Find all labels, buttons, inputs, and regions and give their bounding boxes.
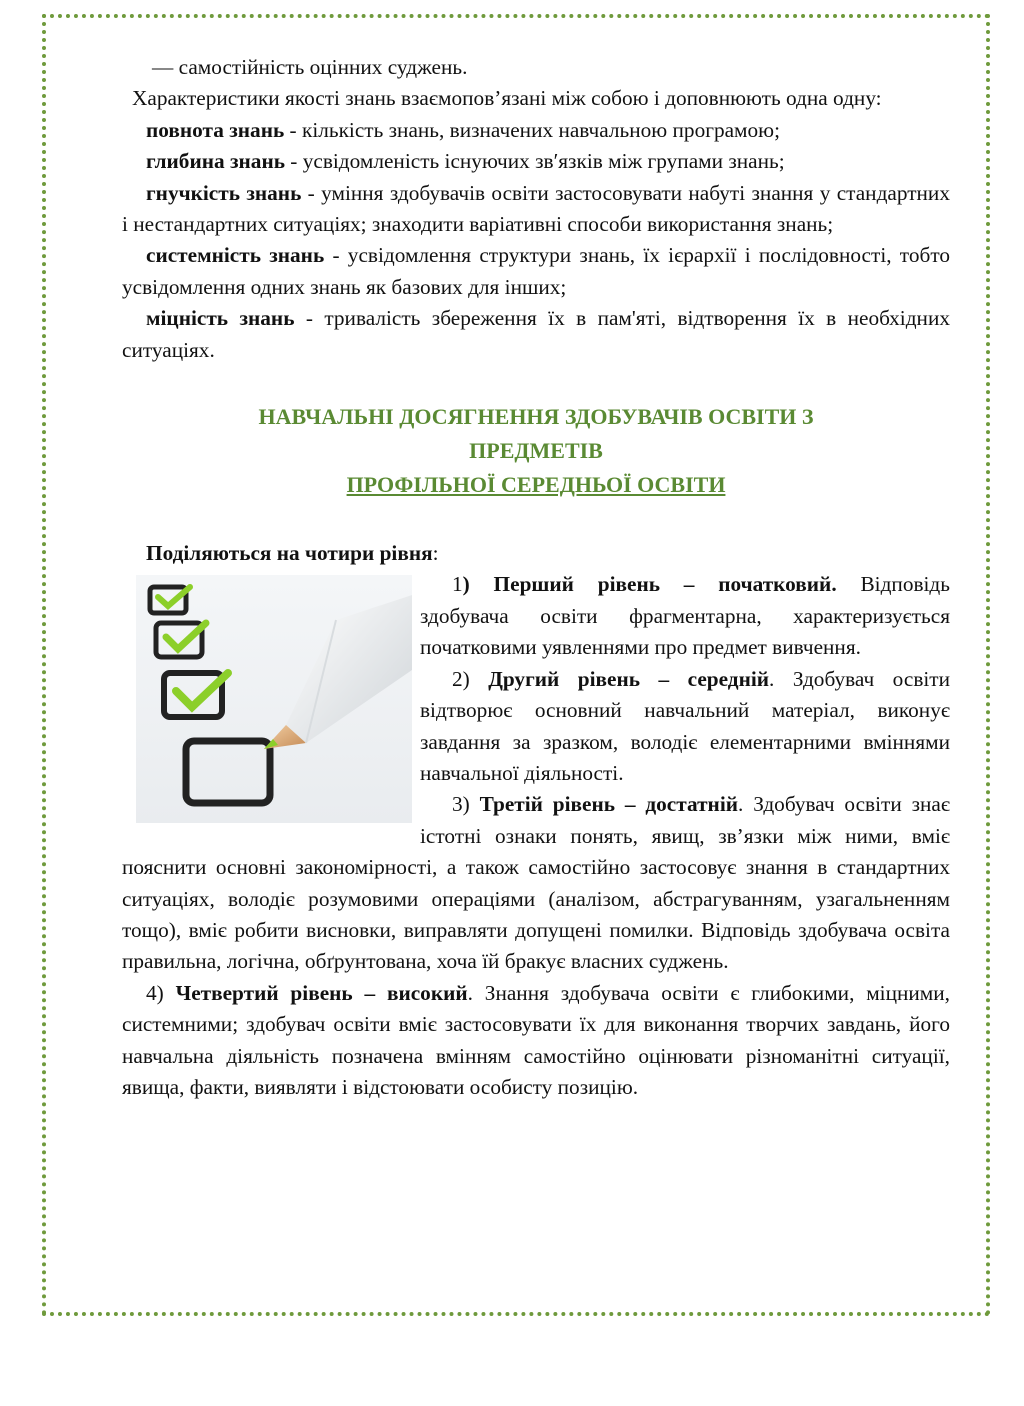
- quality-item: [122, 240, 950, 303]
- level-number: 2): [452, 666, 489, 691]
- quality-desc: - усвідомлення структури знань, їх ієрархії і послідовності, тобто усвідомлення одних знань як базових для інших;: [122, 243, 950, 299]
- level-number: 1: [452, 572, 463, 597]
- quality-item: [122, 303, 950, 366]
- heading-line-2: ПРЕДМЕТІВ: [469, 438, 603, 464]
- document-body: [122, 52, 950, 1103]
- level-number: 4): [146, 980, 176, 1005]
- checklist-pencil-icon: [136, 575, 412, 823]
- level-title: Другий рівень – середній: [488, 666, 770, 691]
- level-number: 3): [452, 792, 480, 817]
- heading-line-1: НАВЧАЛЬНІ ДОСЯГНЕННЯ ЗДОБУВАЧІВ ОСВІТИ З: [258, 404, 814, 430]
- level-title: Четвертий рівень – високий: [175, 980, 468, 1005]
- quality-desc: - тривалість збереження їх в пам'яті, відтворення їх в необхідних ситуаціях.: [122, 306, 950, 362]
- quality-item: [122, 178, 950, 241]
- quality-item: [122, 146, 950, 177]
- level-text: . Здобувач освіти відтворює основний навчальний матеріал, виконує завдання за зразком, володіє елементарними вміннями навчальної діяльності.: [420, 666, 950, 785]
- level-text: . Здобувач освіти знає істотні ознаки понять, явищ, зв’язки між ними, вміє пояснити основні закономірності, а також самостійно застосовує знання в стандартних ситуаціях, володіє розумовими операціями (аналізом, абстрагуванням, узагальненням тощо), вміє робити висновки, виправляти допущені помилки. Відповідь здобувача освіта правильна, логічна, обґрунтована, хоча їй бракує власних суджень.: [122, 792, 950, 974]
- levels-intro: [122, 538, 950, 569]
- quality-desc: - кількість знань, визначених навчальною програмою;: [284, 117, 781, 142]
- intro-paragraph: Характеристики якості знань взаємопов’язані між собою і доповнюють одна одну:: [132, 86, 882, 111]
- quality-term: глибина знань: [146, 149, 285, 174]
- quality-desc: - усвідомленість існуючих зв′язків між групами знань;: [284, 149, 785, 174]
- quality-term: гнучкість знань: [146, 180, 302, 205]
- dash-line: — самостійність оцінних суджень.: [152, 55, 468, 79]
- heading-line-3: ПРОФІЛЬНОЇ СЕРЕДНЬОЇ ОСВІТИ: [346, 472, 726, 498]
- quality-term: міцність знань: [146, 306, 295, 331]
- levels-intro-tail: :: [432, 541, 439, 566]
- level-text: . Знання здобувача освіти є глибокими, міцними, системними; здобувач освіти вміє застосовувати їх для виконання творчих завдань, його навчальна діяльність позначена вмінням самостійно оцінювати різноманітні ситуації, явища, факти, виявляти і відстоювати особисту позицію.: [122, 980, 950, 1099]
- section-heading: [122, 400, 950, 502]
- quality-term: системність знань: [146, 243, 325, 268]
- quality-item: [122, 115, 950, 146]
- quality-desc: - уміння здобувачів освіти застосовувати набуті знання у стандартних і нестандартних ситуаціях; знаходити варіативні способи використання знань;: [122, 180, 950, 237]
- quality-term: повнота знань: [146, 117, 285, 142]
- level-4: [122, 978, 950, 1104]
- level-text: Відповідь здобувача освіти фрагментарна, характеризується початковими уявленнями про предмет вивчення.: [420, 572, 950, 660]
- level-title: Третій рівень – достатній: [479, 792, 739, 817]
- levels-intro-bold: Поділяються на чотири рівня: [146, 541, 433, 566]
- level-title: ) Перший рівень – початковий.: [462, 572, 837, 597]
